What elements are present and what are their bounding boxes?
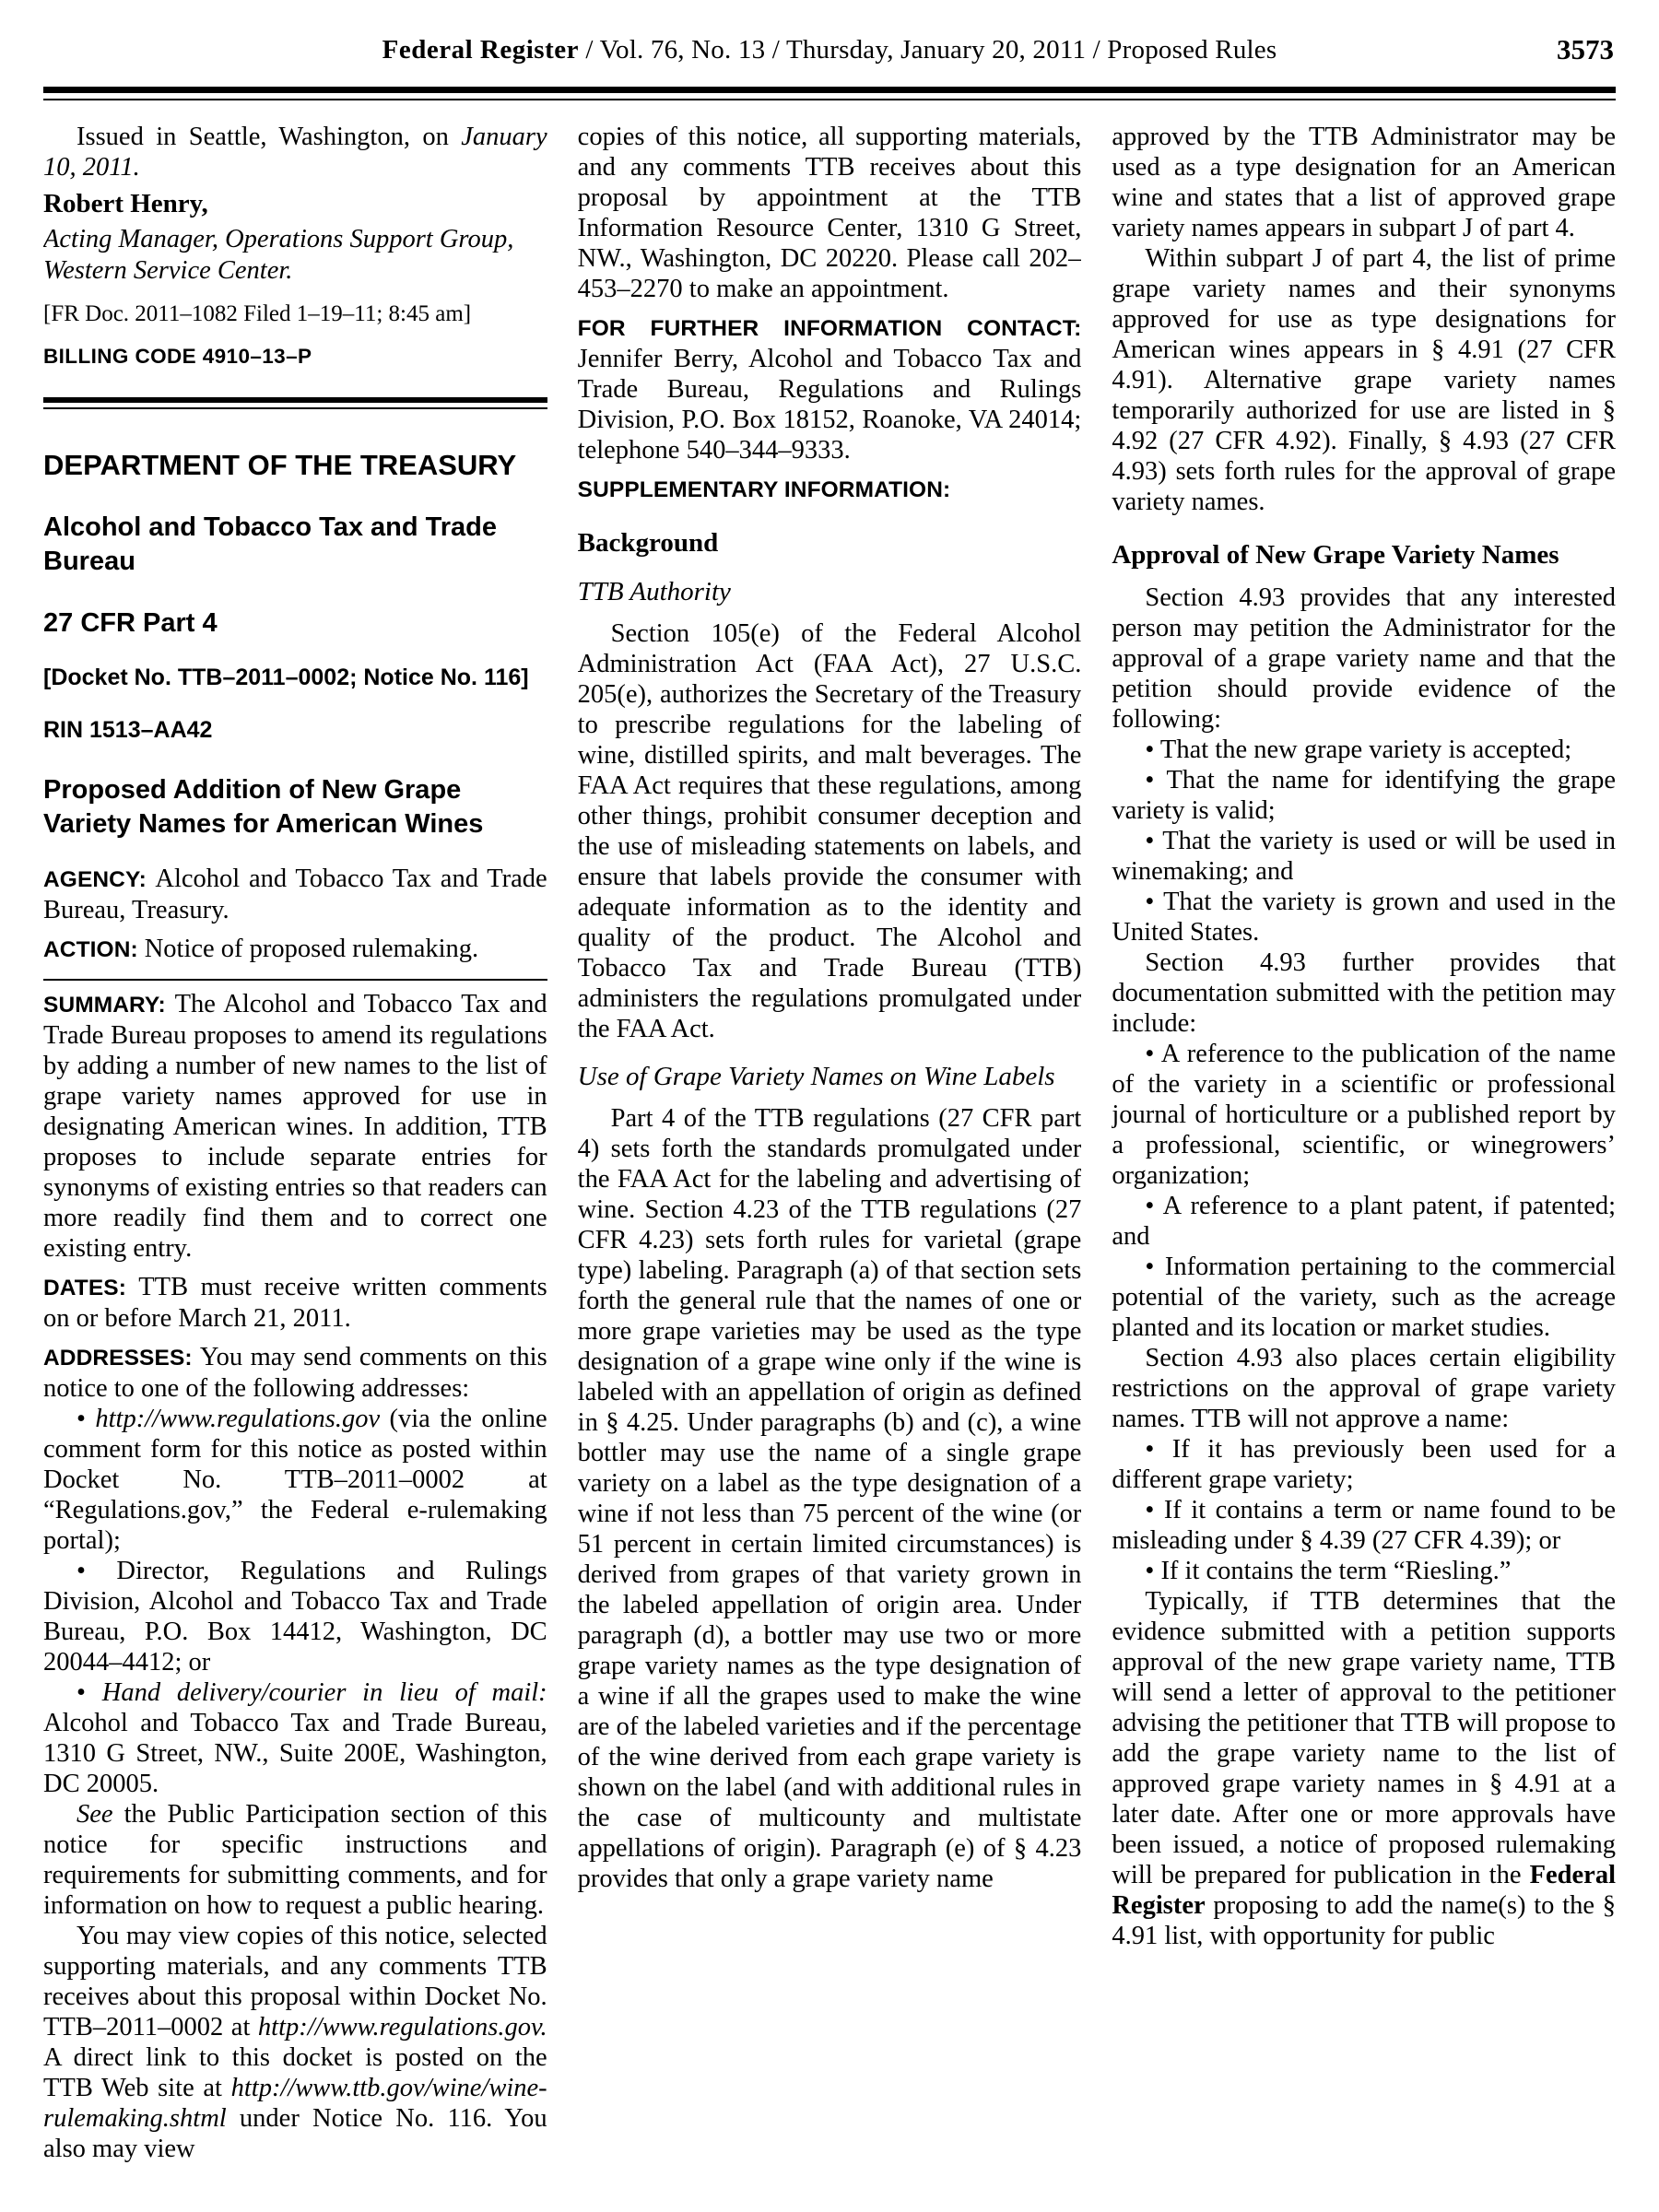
text-segment: TTB must receive written comments on or before March 21, 2011.	[43, 1273, 547, 1333]
text-segment: Section 4.93 also places certain eligibility restrictions on the approval of grape variety names. TTB will not approve a name:	[1112, 1344, 1616, 1433]
docket-heading: [Docket No. TTB–2011–0002; Notice No. 116]	[43, 665, 529, 690]
field-label: AGENCY:	[43, 867, 156, 892]
text-segment: Section 4.93 further provides that documentation submitted with the petition may include:	[1112, 948, 1616, 1038]
text-segment: Section 105(e) of the Federal Alcohol Administration Act (FAA Act), 27 U.S.C. 205(e), authorizes the Secretary of the Treasury to prescribe regulations for the labeling of wine, distilled spirits, and malt beverages. The FAA Act requires that these regulations, among other things, prohibit consumer deception and the use of misleading statements on labels, and ensure that labels provide the consumer with adequate information as to the identity and quality of the product. The Alcohol and Tobacco Tax and Trade Bureau (TTB) administers the regulations promulgated under the FAA Act.	[577, 619, 1082, 1043]
text-segment: • A reference to a plant patent, if patented; and	[1112, 1192, 1616, 1251]
paragraph	[43, 989, 547, 1264]
italic-text-segment: http://www.regulations.gov.	[257, 2013, 547, 2041]
paragraph	[43, 1342, 547, 1404]
paragraph	[578, 474, 1082, 505]
text-segment: Section 4.93 provides that any interested person may petition the Administrator for the approval of a grape variety name and that the petition should provide evidence of the following:	[1112, 583, 1616, 734]
bold-text-segment: Federal Register	[1112, 1861, 1616, 1920]
end-of-document-rule	[43, 397, 547, 409]
paragraph	[43, 122, 547, 182]
column-2	[578, 122, 1082, 2206]
text-segment: Part 4 of the TTB regulations (27 CFR part 4) sets forth the standards promulgated under the FAA Act for the labeling and advertising of wine. Section 4.23 of the TTB regulations (27 CFR 4.23) sets forth rules for varietal (grape type) labeling. Paragraph (a) of that section sets forth the general rule that the names of one or more grape varieties may be used as the type designation of a grape wine only if the wine is labeled with an appellation of origin as defined in § 4.25. Under paragraphs (b) and (c), a wine bottler may use the name of a single grape variety on a label as the type designation of a wine if not less than 75 percent of the wine (or 51 percent in certain limited circumstances) is derived from grapes of that variety grown in the labeled appellation of origin area. Under paragraph (d), a bottler may use two or more grape variety names as the type designation of a wine if all the grapes used to make the wine are of the labeled varieties and if the percentage of the wine derived from each grape variety is shown on the label (and with additional rules in the case of multicounty and multistate appellations of origin). Paragraph (e) of § 4.23 provides that only a grape variety name	[577, 1104, 1082, 1893]
text-segment: • That the variety is used or will be used in winemaking; and	[1112, 827, 1616, 886]
text-segment: copies of this notice, all supporting materials, and any comments TTB receives about this proposal by appointment at the TTB Information Resource Center, 1310 G Street, NW., Washington, DC 20220. Please call 202–453–2270 to make an appointment.	[577, 123, 1082, 303]
bullet-item	[1112, 1556, 1616, 1586]
docket-heading: RIN 1513–AA42	[43, 717, 213, 743]
bullet-item	[1112, 887, 1616, 947]
italic-text-segment: http://www.regulations.gov	[95, 1405, 381, 1433]
paragraph	[1112, 582, 1616, 735]
italic-text-segment: January 10, 2011.	[43, 123, 547, 182]
issue-info: / Vol. 76, No. 13 / Thursday, January 20, 2011 / Proposed Rules	[585, 35, 1277, 65]
column-3	[1112, 122, 1616, 2206]
paragraph	[43, 1921, 547, 2164]
text-segment: A direct link to this docket is posted on the TTB Web site at	[43, 2043, 547, 2102]
separator-rule	[43, 979, 547, 981]
subsection-heading: TTB Authority	[577, 577, 731, 606]
paragraph	[578, 122, 1082, 304]
header-rule-thick	[43, 87, 1616, 93]
bullet-item	[1112, 765, 1616, 826]
document-heading: 27 CFR Part 4	[43, 608, 218, 638]
section-heading: Approval of New Grape Variety Names	[1112, 540, 1559, 570]
text-segment: •	[76, 1678, 102, 1707]
italic-text-segment: See	[76, 1800, 113, 1829]
document-heading: Proposed Addition of New Grape Variety Names for American Wines	[43, 775, 484, 839]
bullet-item	[1112, 1039, 1616, 1191]
text-segment: You may view copies of this notice, selected supporting materials, and any comments TTB receives about this proposal within Docket No. TTB–2011–0002 at	[43, 1922, 547, 2041]
bullet-item	[1112, 1191, 1616, 1252]
paragraph	[1112, 1586, 1616, 1951]
bullet-item	[1112, 735, 1616, 765]
text-segment: Jennifer Berry, Alcohol and Tobacco Tax and Trade Bureau, Regulations and Rulings Division, P.O. Box 18152, Roanoke, VA 24014; telephone 540–344–9333.	[577, 345, 1082, 465]
bullet-item	[1112, 1495, 1616, 1556]
paragraph	[43, 864, 547, 925]
bullet-item	[1112, 1434, 1616, 1495]
field-label: ACTION:	[43, 937, 145, 962]
text-segment: The Alcohol and Tobacco Tax and Trade Bureau proposes to amend its regulations by adding a number of new names to the list of grape variety names approved for use in designating American wines. In addition, TTB proposes to include separate entries for synonyms of existing entries so that readers can more readily find them and to correct one existing entry.	[43, 990, 547, 1263]
paragraph	[578, 1103, 1082, 1894]
text-segment: approved by the TTB Administrator may be used as a type designation for an American wine and states that a list of approved grape variety names appears in subpart J of part 4.	[1112, 123, 1616, 242]
text-segment: You may send comments on this notice to one of the following addresses:	[43, 1343, 547, 1403]
header-rule-thin	[43, 99, 1616, 100]
text-segment: • That the new grape variety is accepted;	[1145, 735, 1572, 764]
text-segment: • If it has previously been used for a different grape variety;	[1112, 1435, 1616, 1494]
text-segment: the Public Participation section of this notice for specific instructions and requirements for submitting comments, and for information on how to request a public hearing.	[43, 1800, 547, 1920]
department-heading: DEPARTMENT OF THE TREASURY	[43, 449, 517, 481]
paragraph	[1112, 1343, 1616, 1434]
document-heading: Alcohol and Tobacco Tax and Trade Bureau	[43, 512, 498, 576]
subsection-heading: Use of Grape Variety Names on Wine Labels	[577, 1062, 1055, 1091]
header-rule	[43, 87, 1616, 100]
text-segment: (via the online comment form for this notice as posted within Docket No. TTB–2011–0002 at “Regulations.gov,” the Federal e-rulemaking portal);	[43, 1405, 547, 1555]
text-segment: • If it contains the term “Riesling.”	[1145, 1557, 1512, 1585]
column-1	[43, 122, 547, 2206]
text-segment: • That the name for identifying the grape variety is valid;	[1112, 766, 1616, 825]
bullet-item	[43, 1404, 547, 1556]
italic-text-segment: http://www.ttb.gov/wine/wine-rulemaking.shtml	[43, 2074, 547, 2133]
field-label: DATES:	[43, 1276, 139, 1300]
journal-name: Federal Register	[382, 35, 579, 65]
text-segment: Issued in Seattle, Washington, on	[76, 123, 462, 151]
text-segment: • If it contains a term or name found to be misleading under § 4.39 (27 CFR 4.39); or	[1112, 1496, 1616, 1555]
end-of-document-rule-thin	[43, 407, 547, 409]
page-number: 3573	[1557, 33, 1614, 65]
text-segment: Typically, if TTB determines that the evidence submitted with a petition supports approval of the new grape variety name, TTB will send a letter of approval to the petitioner advising the petitioner that TTB will propose to add the grape variety name to the list of approved grape variety names in § 4.91 at a later date. After one or more approvals have been issued, a notice of proposed rulemaking will be prepared for publication in the	[1112, 1587, 1616, 1889]
text-segment: • Director, Regulations and Rulings Division, Alcohol and Tobacco Tax and Trade Bureau, P.O. Box 14412, Washington, DC 20044–4412; or	[43, 1557, 547, 1677]
paragraph	[43, 1272, 547, 1334]
paragraph	[578, 312, 1082, 465]
field-label: SUPPLEMENTARY INFORMATION:	[577, 477, 951, 502]
running-head-title	[43, 31, 1616, 68]
italic-text-segment: Hand delivery/courier in lieu of mail:	[101, 1678, 547, 1707]
text-segment: • A reference to the publication of the name of the variety in a scientific or professional journal of horticulture or a published report by a professional, scientific, or winegrowers’ organization;	[1112, 1040, 1616, 1190]
bullet-item	[1112, 826, 1616, 887]
paragraph	[1112, 947, 1616, 1039]
field-label: ADDRESSES:	[43, 1346, 200, 1371]
text-segment: proposing to add the name(s) to the § 4.91 list, with opportunity for public	[1112, 1891, 1616, 1950]
signature-role: Acting Manager, Operations Support Group, Western Service Center.	[43, 225, 514, 285]
billing-code: BILLING CODE 4910–13–P	[43, 345, 312, 368]
text-segment: Within subpart J of part 4, the list of prime grape variety names and their synonyms approved for use as type designations for American wines appears in § 4.91 (27 CFR 4.91). Alternative grape variety names temporarily authorized for use are listed in § 4.92 (27 CFR 4.92). Finally, § 4.93 (27 CFR 4.93) sets forth rules for the approval of grape variety names.	[1112, 244, 1616, 516]
bullet-item	[43, 1556, 547, 1677]
text-segment: under Notice No. 116. You also may view	[43, 2104, 547, 2163]
paragraph	[1112, 122, 1616, 243]
text-segment: Alcohol and Tobacco Tax and Trade Bureau, Treasury.	[43, 865, 547, 924]
text-segment: • That the variety is grown and used in the United States.	[1112, 888, 1616, 947]
text-segment: •	[76, 1405, 96, 1433]
text-segment: Alcohol and Tobacco Tax and Trade Bureau, 1310 G Street, NW., Suite 200E, Washington, DC 20005.	[43, 1709, 547, 1798]
paragraph	[43, 1799, 547, 1921]
paragraph	[1112, 243, 1616, 517]
running-head	[43, 31, 1616, 85]
fr-doc-line: [FR Doc. 2011–1082 Filed 1–19–11; 8:45 am]	[43, 301, 472, 326]
bullet-item	[1112, 1252, 1616, 1343]
paragraph	[43, 934, 547, 965]
column-layout	[43, 122, 1616, 2206]
bullet-item	[43, 1677, 547, 1799]
signature-name: Robert Henry,	[43, 189, 208, 218]
end-of-document-rule-thick	[43, 397, 547, 403]
section-heading: Background	[577, 528, 719, 558]
text-segment: Notice of proposed rulemaking.	[144, 935, 479, 963]
text-segment: • Information pertaining to the commercial potential of the variety, such as the acreage planted and its location or market studies.	[1112, 1253, 1616, 1342]
field-label: FOR FURTHER INFORMATION CONTACT:	[577, 316, 1082, 341]
paragraph	[578, 618, 1082, 1044]
field-label: SUMMARY:	[43, 993, 175, 1018]
